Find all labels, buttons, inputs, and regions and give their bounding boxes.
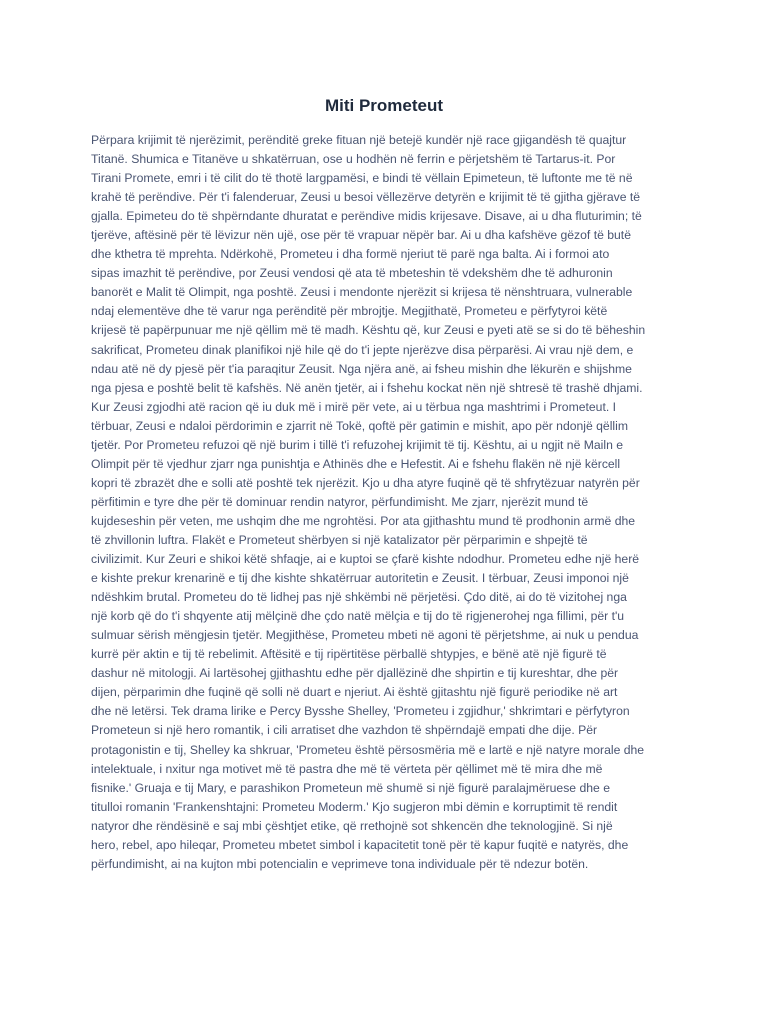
body-text-line: e kishte prekur krenarinë e tij dhe kishte shkatërruar autoritetin e Zeusit. I tërbuar, Zeusi imponoi një [91,571,629,586]
body-text-line: titulloi romanin 'Frankenshtajni: Prometeu Moderm.' Kjo sugjeron mbi dëmin e korruptimit të rendit [91,799,618,814]
document-title: Miti Prometeut [324,96,444,115]
body-text-line: banorët e Malit të Olimpit, nga poshtë. Zeusi i mendonte njerëzit si krijesa të nënshtruara, vulnerable [91,285,633,300]
body-text-line: tërbuar, Zeusi e ndaloi përdorimin e zjarrit në Tokë, qoftë për gatimin e mishit, apo për ndonjë qëllim [91,418,628,433]
body-text-line: Titanë. Shumica e Titanëve u shkatërruan, ose u hodhën në ferrin e përjetshëm të Tartarus-it. Por [91,152,616,167]
body-text-line: të zhvillonin luftra. Flakët e Prometeut shërbyen si një katalizator për përparimin e shpejtë të [91,532,588,547]
body-text-line: sulmuar sërish mëngjesin tjetër. Megjithëse, Prometeu mbeti në agoni të përjetshme, ai nuk u pendua [91,628,639,643]
body-text-line: përfitimin e tyre dhe për të dominuar rendin natyror, përfundimisht. Me zjarr, njerëzit mund të [91,494,589,509]
body-text-line: dhe kthetra të mprehta. Ndërkohë, Prometeu i dha formë njeriut të parë nga balta. Ai i formoi ato [91,247,610,262]
body-text-line: krahë të perëndive. Për t'i falenderuar, Zeusi u besoi vëllezërve detyrën e krijimit të të gjitha gjërave të [91,190,641,205]
body-text-line: dhe në letërsi. Tek drama lirike e Percy Bysshe Shelley, 'Prometeu i zgjidhur,' shkrimtari e përfytyron [91,704,630,719]
body-text-line: dijen, përparimin dhe fuqinë që solli në duart e njeriut. Ai është gjitashtu një figurë periodike në art [91,685,618,700]
document-body [91,131,691,874]
body-text-line: gjalla. Epimeteu do të shpërndante dhuratat e perëndive midis krijesave. Disave, ai u dha fluturimin; të [91,209,642,224]
body-text-line: Përpara krijimit të njerëzimit, perënditë greke fituan një betejë kundër një race gjigandësh të quajtur [91,133,627,147]
body-text-line: intelektuale, i nxitur nga motivet më të pastra dhe më të vërteta për qëllimet më të mira dhe më [91,761,603,776]
body-text-line: protagonistin e tij, Shelley ka shkruar, 'Prometeu është përsosmëria më e lartë e një natyre morale dhe [91,742,645,757]
body-text-line: civilizimit. Kur Zeuri e shikoi këtë shfaqje, ai e kuptoi se çfarë kishte ndodhur. Prometeu edhe një herë [91,552,640,567]
body-text-line: nga pjesa e poshtë belit të kafshës. Në anën tjetër, ai i fshehu kockat nën një shtresë të trashë dhjami. [91,380,643,395]
body-text-line: Olimpit për të vjedhur zjarr nga punishtja e Athinës dhe e Hefestit. Ai e fshehu flakën në një kërcell [91,456,621,471]
body-text-line: ndaj elementëve dhe të varur nga perënditë për mbrojtje. Megjithatë, Prometeu e përfytyroi këtë [91,304,608,319]
body-text-line: ndau atë në dy pjesë për t'ia paraqitur Zeusit. Nga njëra anë, ai fsheu mishin dhe lëkurën e shijshme [91,361,632,376]
body-text-line: hero, rebel, apo hileqar, Prometeu mbetet simbol i kapacitetit tonë për të kapur fuqitë e natyrës, dhe [91,837,629,852]
body-text-line: ndëshkim brutal. Prometeu do të lidhej pas një shkëmbi në përjetësi. Çdo ditë, ai do të vizitohej nga [91,590,627,605]
body-text-line: fisnike.' Gruaja e tij Mary, e parashikon Prometeun më shumë si një figurë paralajmëruese dhe e [91,780,610,795]
body-text-line: Prometeun si një hero romantik, i cili arratiset dhe vazhdon të shpërndajë empati dhe dije. Për [91,723,598,738]
body-text-line: sakrificat, Prometeu dinak planifikoi një hile që do t'i jepte njerëzve disa përparësi. Ai vrau një dem, e [91,342,634,357]
body-text-line: kopri të zbrazët dhe e solli atë poshtë tek njerëzit. Kjo u dha atyre fuqinë që të shfrytëzuar natyrën për [91,475,640,490]
body-text-line: kurrë për aktin e tij të rebelimit. Aftësitë e tij ripërtitëse përballë shtypjes, e bënë atë një figurë të [91,647,607,662]
body-text-line: përfundimisht, ai na kujton mbi potencialin e veprimeve tona individuale për të ndezur botën. [91,856,589,871]
body-text-line: tjetër. Por Prometeu refuzoi që një burim i tillë t'i refuzohej krijimit të tij. Kështu, ai u ngjit në Mailn e [91,437,624,452]
body-text-line: kujdeseshin për veten, me ushqim dhe me ngrohtësi. Por ata gjithashtu mund të prodhonin armë dhe [91,513,636,528]
body-text-line: sipas imazhit të perëndive, por Zeusi vendosi që ata të mbeteshin të vdekshëm dhe të adhuronin [91,266,613,281]
body-text-line: Tirani Promete, emri i të cilit do të thotë largpamësi, e bindi të vëllain Epimeteun, të luftonte me të në [91,171,633,186]
body-text-line: Kur Zeusi zgjodhi atë racion që iu duk më i mirë për vete, ai u tërbua nga mashtrimi i Prometeut. I [91,399,616,414]
body-text-line: natyror dhe rëndësinë e saj mbi çështjet etike, që rrethojnë sot shkencën dhe teknologjinë. Si një [91,818,613,833]
body-text-line: dashur në mitologji. Ai lartësohej gjithashtu edhe për djallëzinë dhe shpirtin e tij kureshtar, dhe për [91,666,619,681]
body-text-line: një korb që do t'i shqyente atij mëlçinë dhe çdo natë mëlçia e tij do të rigjenerohej nga fillimi, për t'u [91,609,625,624]
body-text-line: tjerëve, aftësinë për të lëvizur nën ujë, ose për të vrapuar nëpër bar. Ai u dha kafshëve gëzof të butë [91,228,631,243]
body-text-line: krijesë të papërpunuar me një qëllim më të madh. Kështu që, kur Zeusi e pyeti atë se si do të bëheshin [91,323,646,338]
